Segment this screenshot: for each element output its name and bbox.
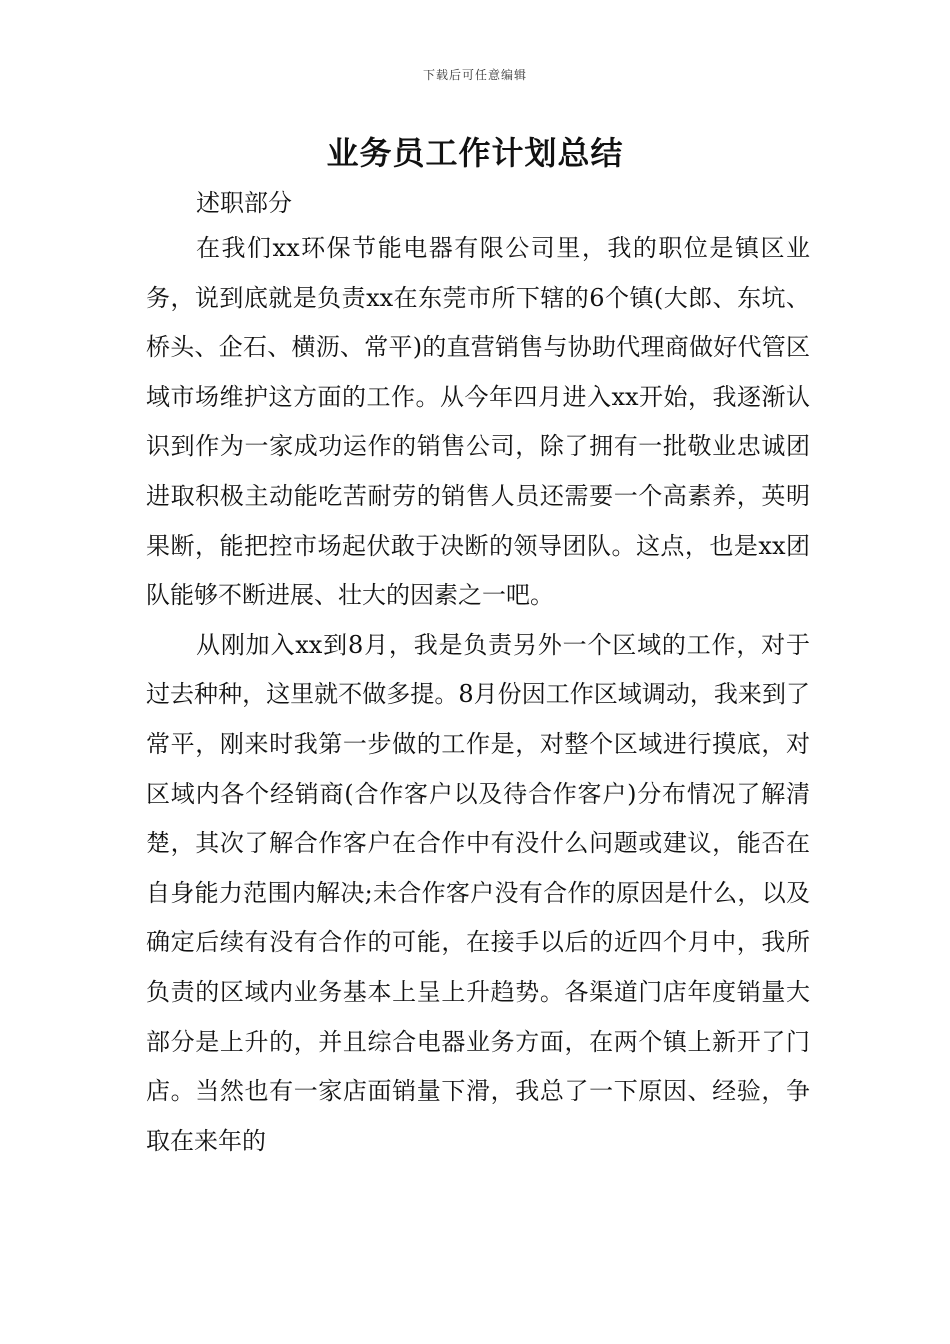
paragraph: 从刚加入xx到8月，我是负责另外一个区域的工作，对于过去种种，这里就不做多提。8月份因工作区域调动，我来到了常平，刚来时我第一步做的工作是，对整个区域进行摸底，对区域内各个经销商(合作客户以及待合作客户)分布情况了解清楚，其次了解合作客户在合作中有没什么问题或建议，能否在自身能力范围内解决;未合作客户没有合作的原因是什么，以及确定后续有没有合作的可能，在接手以后的近四个月中，我所负责的区域内业务基本上呈上升趋势。各渠道门店年度销量大部分是上升的，并且综合电器业务方面，在两个镇上新开了门店。当然也有一家店面销量下滑，我总了一下原因、经验，争取在来年的	[146, 630, 810, 1155]
document-body	[146, 224, 810, 1166]
section-heading: 述职部分	[196, 189, 292, 217]
paragraph: 在我们xx环保节能电器有限公司里，我的职位是镇区业务，说到底就是负责xx在东莞市所下辖的6个镇(大郎、东坑、桥头、企石、横沥、常平)的直营销售与协助代理商做好代管区域市场维护这方面的工作。从今年四月进入xx开始，我逐渐认识到作为一家成功运作的销售公司，除了拥有一批敬业忠诚团进取积极主动能吃苦耐劳的销售人员还需要一个高素养，英明果断，能把控市场起伏敢于决断的领导团队。这点，也是xx团队能够不断进展、壮大的因素之一吧。	[146, 234, 810, 610]
document-title: 业务员工作计划总结	[326, 134, 624, 172]
page-header-note: 下载后可任意编辑	[422, 68, 527, 82]
